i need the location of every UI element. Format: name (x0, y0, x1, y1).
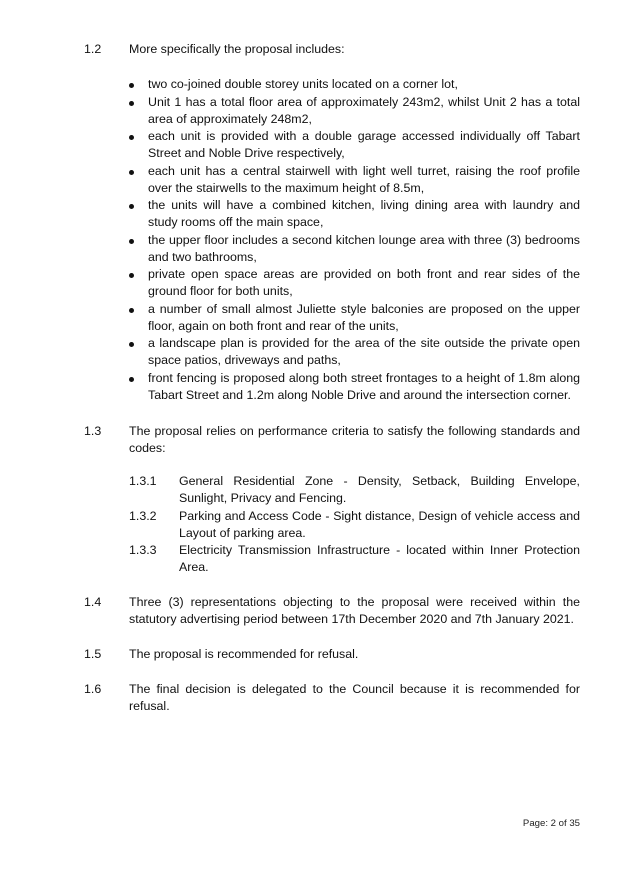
sub-item-text: General Residential Zone - Density, Setback, Building Envelope, Sunlight, Privacy and Fencing. (179, 474, 580, 505)
bullet-icon (129, 308, 134, 313)
list-item-text: the upper floor includes a second kitchen lounge area with three (3) bedrooms and two bathrooms, (148, 232, 580, 264)
section-1-6 (84, 681, 580, 715)
list-item-text: each unit is provided with a double garage accessed individually off Tabart Street and Noble Drive respectively, (148, 129, 580, 160)
bullet-icon (129, 101, 134, 106)
section-text: The final decision is delegated to the Council because it is recommended for refusal. (129, 682, 580, 713)
bullet-icon (129, 342, 134, 347)
list-item-text: a number of small almost Juliette style balconies are proposed on the upper floor, again on both front and rear of the units, (148, 301, 580, 333)
list-item (129, 301, 580, 335)
list-item (129, 128, 580, 162)
section-number: 1.3 (84, 424, 102, 438)
list-item-text: private open space areas are provided on both front and rear sides of the ground floor for both units, (148, 267, 580, 298)
section-1-2 (84, 41, 580, 58)
list-item (129, 266, 580, 300)
list-item-text: two co-joined double storey units located on a corner lot, (148, 77, 458, 91)
page-number: Page: 2 of 35 (522, 818, 580, 829)
proposal-bullet-list (129, 76, 580, 404)
list-item (129, 370, 580, 404)
section-number: 1.2 (84, 42, 102, 56)
bullet-icon (129, 83, 134, 88)
bullet-icon (129, 170, 134, 175)
sub-item-text: Parking and Access Code - Sight distance, Design of vehicle access and Layout of parking area. (179, 508, 580, 540)
list-item-text: front fencing is proposed along both street frontages to a height of 1.8m along Tabart Street and 1.2m along Noble Drive and around the intersection corner. (148, 370, 580, 402)
list-item-text: Unit 1 has a total floor area of approximately 243m2, whilst Unit 2 has a total area of approximately 248m2, (148, 94, 580, 126)
list-item-text: the units will have a combined kitchen, living dining area with laundry and study rooms off the main space, (148, 198, 580, 229)
sub-item-number: 1.3.3 (129, 543, 157, 557)
list-item-text: a landscape plan is provided for the area of the site outside the private open space patios, driveways and paths, (148, 336, 580, 367)
sub-item (129, 542, 580, 576)
section-1-4 (84, 594, 580, 628)
sub-item (129, 473, 580, 507)
sub-item-number: 1.3.2 (129, 508, 157, 523)
list-item (129, 163, 580, 197)
section-1-5 (84, 646, 580, 663)
sub-item (129, 508, 580, 542)
section-number: 1.6 (84, 682, 102, 696)
section-1-3 (84, 423, 580, 457)
bullet-icon (129, 273, 134, 278)
bullet-icon (129, 377, 134, 382)
list-item (129, 232, 580, 266)
sub-item-text: Electricity Transmission Infrastructure - located within Inner Protection Area. (179, 543, 580, 574)
section-number: 1.4 (84, 595, 102, 609)
section-number: 1.5 (84, 647, 102, 661)
list-item (129, 197, 580, 231)
list-item (129, 76, 580, 93)
list-item (129, 335, 580, 369)
section-text: Three (3) representations objecting to the proposal were received within the statutory advertising period between 17th December 2020 and 7th January 2021. (129, 595, 580, 626)
list-item-text: each unit has a central stairwell with light well turret, raising the roof profile over the stairwells to the maximum height of 8.5m, (148, 163, 580, 195)
section-text: The proposal is recommended for refusal. (129, 647, 359, 661)
bullet-icon (129, 204, 134, 209)
sub-item-number: 1.3.1 (129, 474, 157, 488)
section-text: The proposal relies on performance criteria to satisfy the following standards and codes: (129, 424, 580, 455)
section-text: More specifically the proposal includes: (129, 42, 345, 56)
bullet-icon (129, 239, 134, 244)
list-item (129, 94, 580, 128)
standards-sublist (129, 473, 580, 577)
bullet-icon (129, 135, 134, 140)
